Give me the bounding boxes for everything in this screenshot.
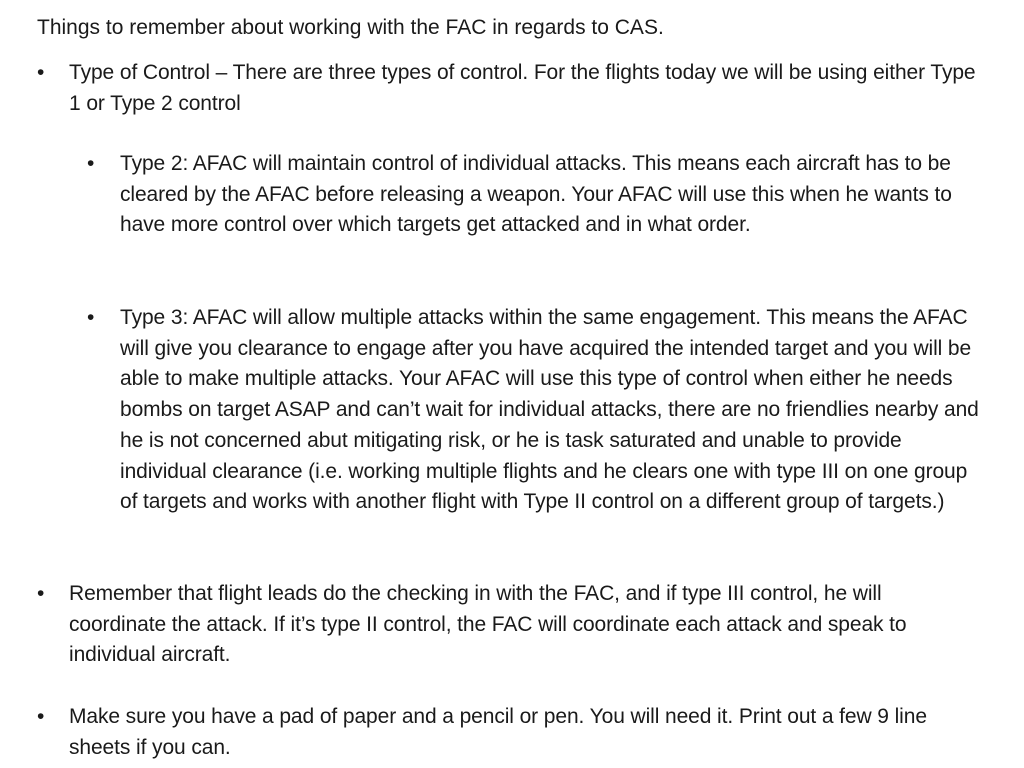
bullet-marker: • — [87, 152, 95, 175]
bullet-marker: • — [87, 306, 95, 329]
slide-title: Things to remember about working with the FAC in regards to CAS. — [37, 16, 664, 39]
sub-bullet-item-type-3 — [87, 303, 997, 551]
bullet-marker: • — [37, 705, 45, 728]
bullet-item-flight-leads — [37, 579, 997, 673]
bullet-marker: • — [37, 582, 45, 605]
bullet-text: Type 2: AFAC will maintain control of individual attacks. This means each aircraft has to be cleared by the AFAC before releasing a weapon. Your AFAC will use this when he wants to have more control over which targets get attacked and in what order. — [120, 152, 952, 237]
bullet-marker: • — [37, 61, 45, 84]
bullet-item-type-of-control — [37, 58, 997, 120]
sub-bullet-item-type-2 — [87, 149, 987, 273]
bullet-text: Type 3: AFAC will allow multiple attacks within the same engagement. This means the AFAC will give you clearance to engage after you have acquired the intended target and you will be able to make multiple attacks. Your AFAC will use this type of control when either he needs bombs on target ASAP and can’t wait for individual attacks, there are no friendlies nearby and he is not concerned abut mitigating risk, or he is task saturated and unable to provide individual clearance (i.e. working multiple flights and he clears one with type III on one group of targets and works with another flight with Type II control on a different group of targets.) — [120, 306, 979, 514]
bullet-item-pad-of-paper — [37, 702, 997, 764]
bullet-text: Remember that flight leads do the checking in with the FAC, and if type III control, he will coordinate the attack. If it’s type II control, the FAC will coordinate each attack and speak to individual aircraft. — [69, 582, 907, 667]
bullet-text: Type of Control – There are three types of control. For the flights today we will be using either Type 1 or Type 2 control — [69, 61, 976, 115]
bullet-text: Make sure you have a pad of paper and a pencil or pen. You will need it. Print out a few 9 line sheets if you can. — [69, 705, 927, 759]
